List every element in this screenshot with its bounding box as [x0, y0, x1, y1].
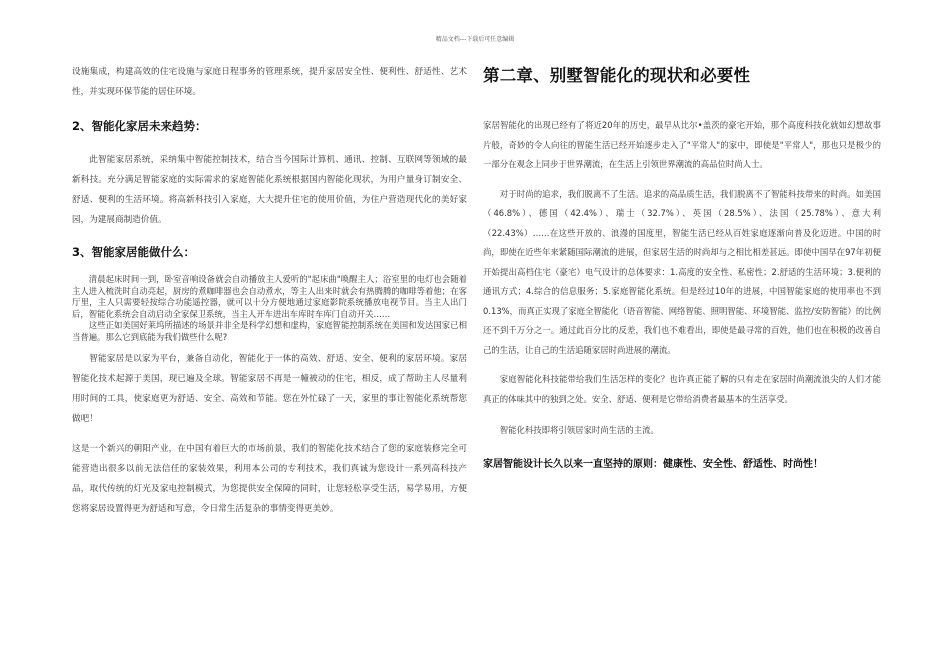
right-column — [483, 62, 881, 475]
capabilities-heading: 3、智能家居能做什么： — [72, 245, 196, 259]
pursuit-paragraph: 对于时尚的追求，我们脱离不了生活。追求的高品质生活，我们脱离不了智能科技带来的时尚。如美国（46.8%）、德国（42.4%）、瑞士（32.7%）、英国（28.5%）、法国（25.78%）、意大利（22.43%）……在这些开放的、浪漫的国度里，智能生活已经从百姓家庭逐渐向普及化迈进。中国的时尚，即使在近些年来紧随国际潮流的进展，但家居生活的时尚却与之相比相差甚远。即使中国早在97年初便开始提出高档住宅（豪宅）电气设计的总体要求：1.高度的安全性、私密性；2.舒适的生活环境；3.便利的通讯方式；4.综合的信息服务；5.家庭智能化系统。但是经过10年的进展，中国智能家庭的使用率也不到0.13%，而真正实现了家庭全智能化（语音智能、网络智能、照明智能、环境智能、监控/安防智能）的比例还不到千万分之一。通过此百分比的反差，我们也不难看出，即使是最寻常的百姓，他们也在积极的改善自己的生活，让自己的生活追随家居时尚进展的潮流。 — [483, 188, 881, 355]
lead-paragraph: 智能化科技即将引领居家时尚生活的主流。 — [499, 425, 659, 435]
trend-paragraph: 此智能家居系统，采纳集中智能控制技术，结合当今国际计算机、通讯、控制、互联网等领域的最新科技。充分满足智能家庭的实际需求的家庭智能化系统根据国内智能化现状，为用户量身订制安全、舒适、便利的生活环境。将高新科技引入家庭，大大提升住宅的使用价值，为住户营造现代化的美好家园，为建展商制造价值。 — [72, 155, 467, 225]
industry-paragraph: 这是一个新兴的朝阳产业，在中国有着巨大的市场前景，我们的智能化技术结合了您的家庭装修完全可能营造出很多以前无法信任的家装效果，利用本公司的专利技术，我们真诚为您设计一系列高科技产品，取代传统的灯光及家电控制模式，为您提供安全保障的同时，让您轻松享受生活，易学易用，方便您将家居设置得更为舒适和写意，令日常生活复杂的事情变得更美妙。 — [72, 444, 467, 514]
design-principle: 家居智能设计长久以来一直坚持的原则：健康性、安全性、舒适性、时尚性！ — [483, 458, 823, 470]
page-header: 精品文档---下载后可任意编辑 — [435, 36, 515, 43]
trend-heading: 2、智能化家居未来趋势： — [72, 119, 207, 133]
change-paragraph: 家庭智能化科技能带给我们生活怎样的变化？也许真正能了解的只有走在家居时尚潮流浪尖的人们才能真正的体味其中的独到之处。安全、舒适、便利是它带给消费者最基本的生活享受。 — [483, 374, 881, 404]
platform-paragraph: 智能家居是以家为平台，兼备自动化，智能化于一体的高效、舒适、安全、便利的家居环境。家居智能化技术起源于美国，现已遍及全球。智能家居不再是一幢被动的住宅，相反，成了帮助主人尽量利用时间的工具，使家庭更为舒适、安全、高效和节能。您在外忙碌了一天，家里的事让智能化系统帮您做吧！ — [72, 354, 467, 424]
history-paragraph: 家居智能化的出现已经有了将近20年的历史，最早从比尔•盖茨的豪宅开始，那个高度科技化就如幻想故事片般，奇妙的令人向往的智能生活已经开始逐步走入了"平常人"的家中，即使是"平常人"，那也只是极少的一部分在观念上同步于世界潮流，在生活上引领世界潮流的高品位时尚人士。 — [483, 120, 881, 169]
scenario-summary-paragraph: 这些正如美国好莱坞所描述的场景并非全是科学幻想和虚构，家庭智能控制系统在美国和发达国家已相当普遍。那么它到底能为我们做些什么呢? — [72, 320, 467, 342]
chapter-title: 第二章、别墅智能化的现状和必要性 — [483, 66, 751, 85]
morning-scenario-paragraph: 清晨起床时间一到，卧室音响设备就会自动播放主人爱听的"起床曲"唤醒主人；浴室里的电灯也会随着主人进入梳洗时自动亮起，厨房的煮咖啡器也会自动煮水，等主人出来时就会有热腾腾的咖啡等着他；在客厅里，主人只需要轻按综合功能遥控器，就可以十分方便地通过家庭影院系统播放电视节目。当主人出门后，智能化系统会自动启动全家保卫系统，当主人开车进出车库时车库门自动开关…… — [72, 274, 467, 319]
left-column — [72, 62, 467, 519]
intro-paragraph: 设施集成，构建高效的住宅设施与家庭日程事务的管理系统，提升家居安全性、便利性、舒适性、艺术性，并实现环保节能的居住环境。 — [72, 67, 467, 97]
